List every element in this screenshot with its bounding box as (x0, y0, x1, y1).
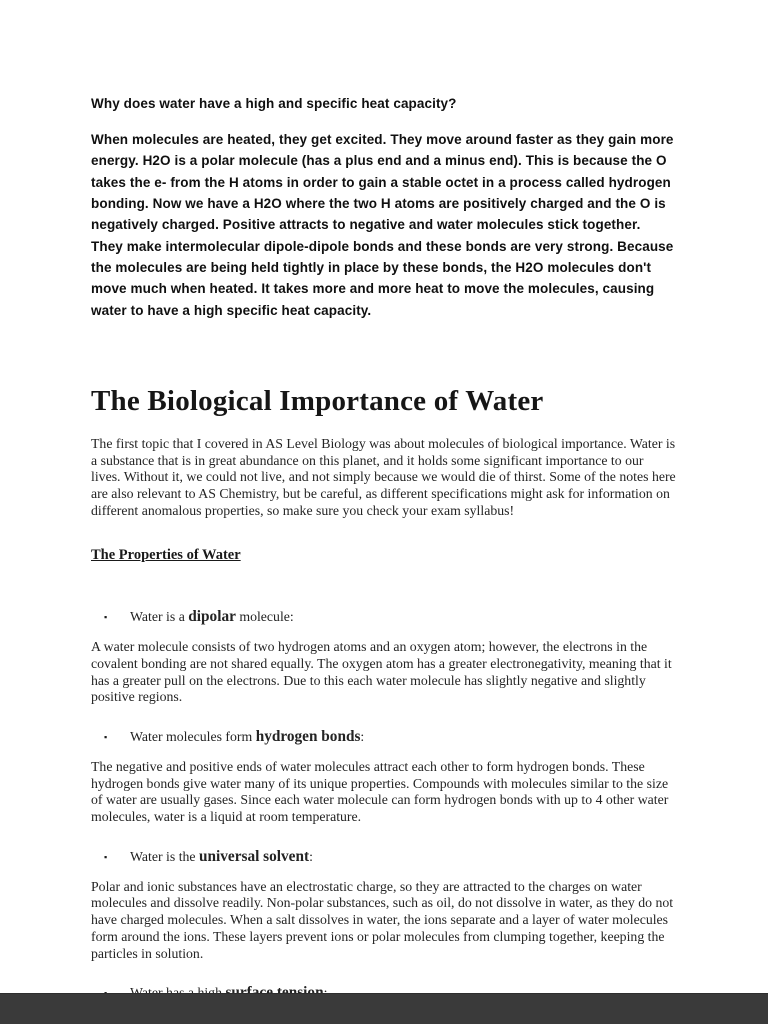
bullet-universal-solvent (91, 848, 676, 866)
bullet-label (130, 608, 294, 626)
bullet-body-universal-solvent: Polar and ionic substances have an electrostatic charge, so they are attracted to the charges on water molecules and dissolve readily. Non-polar substances, such as oil, do not dissolve in water, as they do not have charged molecules. When a salt dissolves in water, the ions separate and a layer of water molecules form around the ions. These layers prevent ions or polar molecules from clumping together, keeping the particles in solution. (91, 878, 674, 961)
bullet-hydrogen-bonds (91, 728, 676, 746)
qa-section (91, 95, 676, 321)
viewer-footer-bar (0, 993, 768, 1024)
article-title: The Biological Importance of Water (91, 384, 544, 417)
bullet-icon: ▪ (104, 732, 108, 743)
bullet-text-post: molecule: (235, 609, 294, 625)
bullet-label (130, 848, 313, 866)
bullet-body-dipolar: A water molecule consists of two hydrogen atoms and an oxygen atom; however, the electrons in the covalent bonding are not shared equally. The oxygen atom has a greater electronegativity, meaning that it has a greater pull on the electrons. Due to this each water molecule has slightly negative and slightly positive regions. (91, 639, 672, 705)
bullet-dipolar (91, 608, 676, 626)
bullet-label (130, 728, 364, 746)
bullet-text-pre: Water molecules form (130, 729, 256, 745)
bullet-term: hydrogen bonds (255, 728, 361, 746)
bullet-term: dipolar (188, 608, 236, 626)
bullet-text-post: : (360, 729, 365, 745)
bullet-text-pre: Water is the (130, 848, 199, 864)
bullet-icon: ▪ (104, 851, 108, 862)
answer-text: When molecules are heated, they get excited. They move around faster as they gain more energy. H2O is a polar molecule (has a plus end and a minus end). This is because the O takes the e- from the H atoms in order to gain a stable octet in a process called hydrogen bonding. Now we have a H2O where the two H atoms are positively charged and the O is negatively charged. Positive attracts to negative and water molecules stick together. They make intermolecular dipole-dipole bonds and these bonds are very strong. Because the molecules are being held tightly in place by these bonds, the H2O molecules don't move much when heated. It takes more and more heat to move the molecules, causing water to have a high specific heat capacity. (91, 131, 674, 318)
bullet-body-hydrogen-bonds: The negative and positive ends of water molecules attract each other to form hydrogen bonds. These hydrogen bonds give water many of its unique properties. Compounds with molecules similar to the size of water are usually gases. Since each water molecule can form hydrogen bonds with up to 4 other water molecules, water is a liquid at room temperature. (91, 759, 669, 825)
question-text: Why does water have a high and specific heat capacity? (91, 96, 457, 111)
section-heading-properties-of-water: The Properties of Water (91, 547, 241, 564)
bullet-text-post: : (309, 848, 313, 864)
bullet-text-pre: Water is a (130, 609, 189, 625)
bullet-icon: ▪ (104, 612, 108, 623)
article-intro: The first topic that I covered in AS Level Biology was about molecules of biological importance. Water is a substance that is in great abundance on this planet, and it holds some significant importance to our lives. Without it, we could not live, and not simply because we would die of thirst. Some of the notes here are also relevant to AS Chemistry, but be careful, as different specifications might ask for information on different anomalous properties, so make sure you check your exam syllabus! (91, 435, 676, 518)
bullet-term: universal solvent (199, 847, 310, 865)
